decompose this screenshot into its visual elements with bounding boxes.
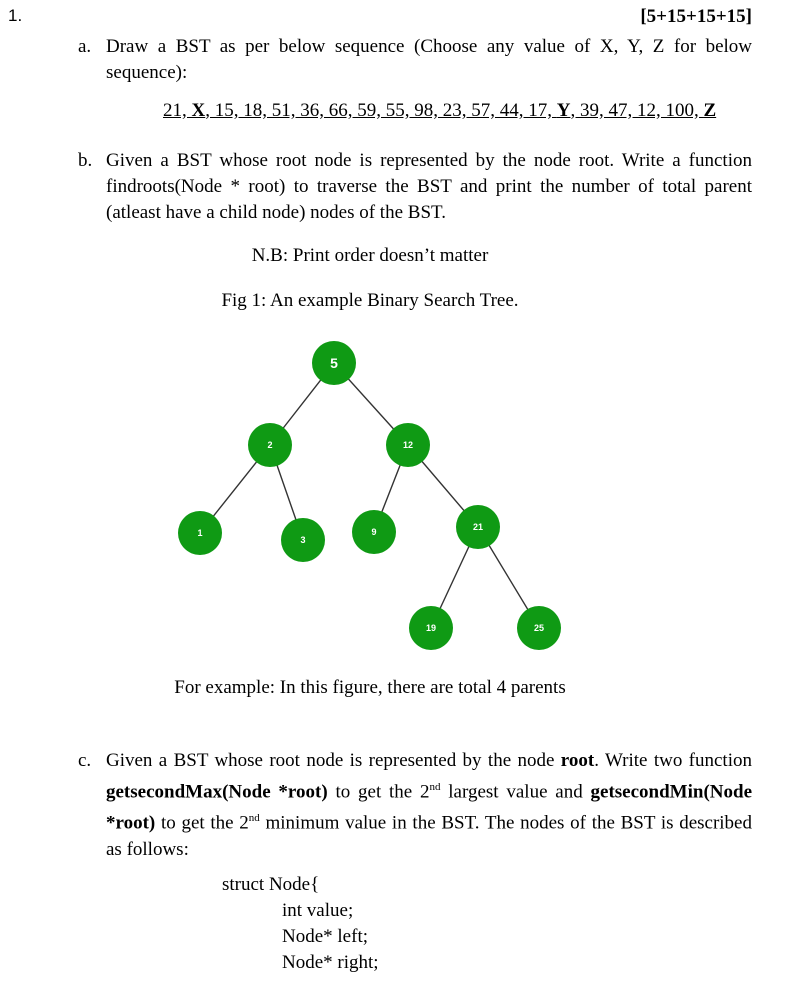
code-struct: struct Node{ bbox=[222, 874, 320, 895]
part-a-label: a. bbox=[78, 36, 92, 57]
question-number: 1. bbox=[8, 6, 23, 25]
tree-node-label-21: 21 bbox=[472, 522, 484, 533]
code-right: Node* right; bbox=[282, 952, 379, 973]
part-b-label: b. bbox=[78, 150, 93, 171]
part-c-text: Given a BST whose root node is represented by the node root. Write two function getsecondMax(Node *root) to get the 2nd largest value and getsecondMin(Node *root) to get the 2nd minimum value in the BST. The nodes of the BST is described as follows: bbox=[106, 750, 752, 860]
code-value: int value; bbox=[282, 900, 354, 921]
sequence: 21, X, 15, 18, 51, 36, 66, 59, 55, 98, 23, 57, 44, 17, Y, 39, 47, 12, 100, Z bbox=[163, 100, 717, 121]
part-b-text: Given a BST whose root node is represented by the node root. Write a function findroots(Node * root) to traverse the BST and print the number of total parent (atleast have a child node) nodes of the BST. bbox=[106, 150, 752, 223]
fn-getsecondmin: getsecondMin(Node *root) bbox=[106, 781, 752, 834]
tree-node-label-12: 12 bbox=[402, 440, 414, 451]
root-word: root bbox=[560, 750, 595, 771]
example-text: For example: In this figure, there are total 4 parents bbox=[174, 677, 566, 698]
tree-node-label-1: 1 bbox=[197, 528, 203, 539]
part-c-label: c. bbox=[78, 750, 92, 771]
print-order-note: N.B: Print order doesn’t matter bbox=[251, 245, 489, 266]
tree-node-label-19: 19 bbox=[425, 623, 437, 634]
figure-caption: Fig 1: An example Binary Search Tree. bbox=[221, 290, 519, 311]
tree-node-label-5: 5 bbox=[330, 355, 338, 372]
tree-node-label-25: 25 bbox=[533, 623, 545, 634]
fn-getsecondmax: getsecondMax(Node *root) bbox=[106, 781, 328, 803]
tree-node-label-3: 3 bbox=[300, 535, 306, 546]
marks-distribution: [5+15+15+15] bbox=[640, 6, 752, 27]
tree-node-label-2: 2 bbox=[267, 440, 273, 451]
part-a-text: Draw a BST as per below sequence (Choose any value of X, Y, Z for below sequence): bbox=[106, 36, 752, 83]
code-left: Node* left; bbox=[282, 926, 369, 947]
tree-node-label-9: 9 bbox=[371, 527, 377, 538]
